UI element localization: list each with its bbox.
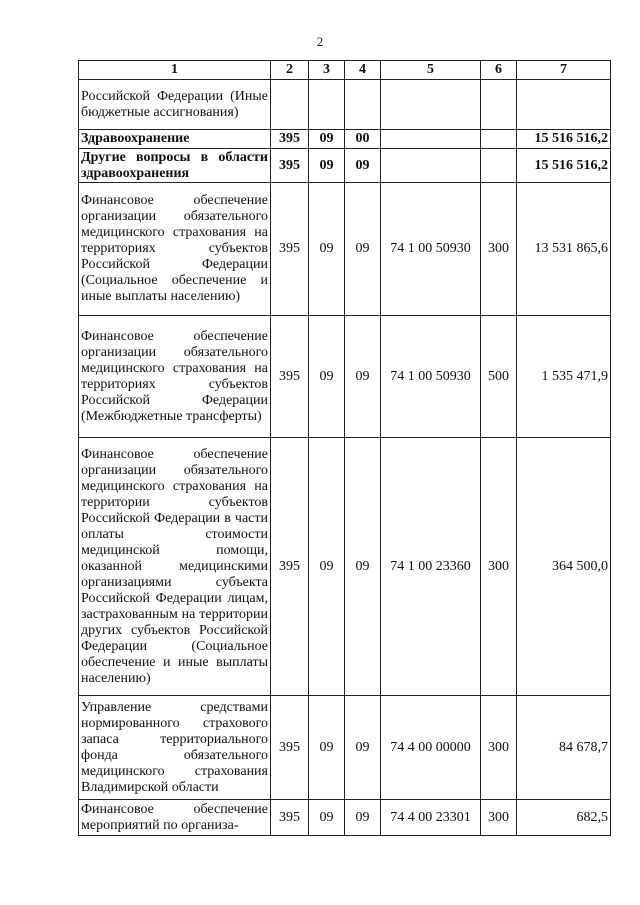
cell-ministry: 395 <box>271 149 309 183</box>
table-row <box>79 316 611 438</box>
cell-expense-type: 300 <box>481 438 517 696</box>
cell-section: 09 <box>309 696 345 800</box>
table-row <box>79 149 611 183</box>
row-name: Российской Федерации (Иные бюджетные ассигнования) <box>79 80 271 130</box>
cell-ministry: 395 <box>271 696 309 800</box>
cell-amount: 15 516 516,2 <box>517 130 611 149</box>
cell-amount: 15 516 516,2 <box>517 149 611 183</box>
cell-target-article: 74 4 00 00000 <box>381 696 481 800</box>
cell-expense-type <box>481 80 517 130</box>
header-row <box>79 61 611 80</box>
cell-ministry: 395 <box>271 438 309 696</box>
table-row <box>79 80 611 130</box>
cell-subsection: 09 <box>345 438 381 696</box>
table-row <box>79 696 611 800</box>
cell-subsection: 09 <box>345 696 381 800</box>
cell-expense-type: 300 <box>481 183 517 316</box>
row-name: Финансовое обеспечение мероприятий по организа- <box>79 800 271 836</box>
table-row <box>79 438 611 696</box>
cell-section: 09 <box>309 316 345 438</box>
cell-amount: 1 535 471,9 <box>517 316 611 438</box>
cell-target-article: 74 4 00 23301 <box>381 800 481 836</box>
cell-subsection: 09 <box>345 149 381 183</box>
cell-target-article: 74 1 00 50930 <box>381 183 481 316</box>
cell-expense-type <box>481 130 517 149</box>
cell-section <box>309 80 345 130</box>
row-name: Управление средствами нормированного страхового запаса территориального фонда обязательного медицинского страхования Владимирской области <box>79 696 271 800</box>
row-name: Другие вопросы в области здравоохранения <box>79 149 271 183</box>
page-number: 2 <box>316 34 324 49</box>
cell-subsection <box>345 80 381 130</box>
row-name: Финансовое обеспечение организации обязательного медицинского страхования на территориях субъектов Российской Федерации (Межбюджетные трансферты) <box>79 316 271 438</box>
table-row <box>79 800 611 836</box>
cell-target-article: 74 1 00 23360 <box>381 438 481 696</box>
column-header: 2 <box>271 61 309 80</box>
cell-ministry: 395 <box>271 800 309 836</box>
column-header: 3 <box>309 61 345 80</box>
cell-ministry: 395 <box>271 183 309 316</box>
cell-ministry: 395 <box>271 316 309 438</box>
cell-section: 09 <box>309 438 345 696</box>
cell-amount <box>517 80 611 130</box>
column-header: 6 <box>481 61 517 80</box>
cell-expense-type <box>481 149 517 183</box>
cell-subsection: 00 <box>345 130 381 149</box>
row-name: Здравоохранение <box>79 130 271 149</box>
cell-target-article <box>381 80 481 130</box>
budget-table <box>78 60 611 836</box>
cell-subsection: 09 <box>345 800 381 836</box>
cell-ministry <box>271 80 309 130</box>
cell-expense-type: 300 <box>481 696 517 800</box>
column-header: 5 <box>381 61 481 80</box>
cell-target-article <box>381 149 481 183</box>
cell-target-article <box>381 130 481 149</box>
cell-expense-type: 300 <box>481 800 517 836</box>
cell-section: 09 <box>309 149 345 183</box>
table-row <box>79 130 611 149</box>
cell-amount: 364 500,0 <box>517 438 611 696</box>
cell-section: 09 <box>309 183 345 316</box>
row-name: Финансовое обеспечение организации обязательного медицинского страхования на территории субъектов Российской Федерации в части оплаты стоимости медицинской помощи, оказанной медицинскими организациями субъекта Российской Федерации лицам, застрахованным на территории других субъектов Российской Федерации (Социальное обеспечение и иные выплаты населению) <box>79 438 271 696</box>
column-header: 4 <box>345 61 381 80</box>
cell-expense-type: 500 <box>481 316 517 438</box>
cell-amount: 682,5 <box>517 800 611 836</box>
cell-section: 09 <box>309 800 345 836</box>
cell-amount: 84 678,7 <box>517 696 611 800</box>
column-header: 1 <box>79 61 271 80</box>
cell-subsection: 09 <box>345 316 381 438</box>
cell-section: 09 <box>309 130 345 149</box>
cell-ministry: 395 <box>271 130 309 149</box>
row-name: Финансовое обеспечение организации обязательного медицинского страхования на территориях субъектов Российской Федерации (Социальное обеспечение и иные выплаты населению) <box>79 183 271 316</box>
cell-subsection: 09 <box>345 183 381 316</box>
column-header: 7 <box>517 61 611 80</box>
cell-amount: 13 531 865,6 <box>517 183 611 316</box>
table-row <box>79 183 611 316</box>
cell-target-article: 74 1 00 50930 <box>381 316 481 438</box>
